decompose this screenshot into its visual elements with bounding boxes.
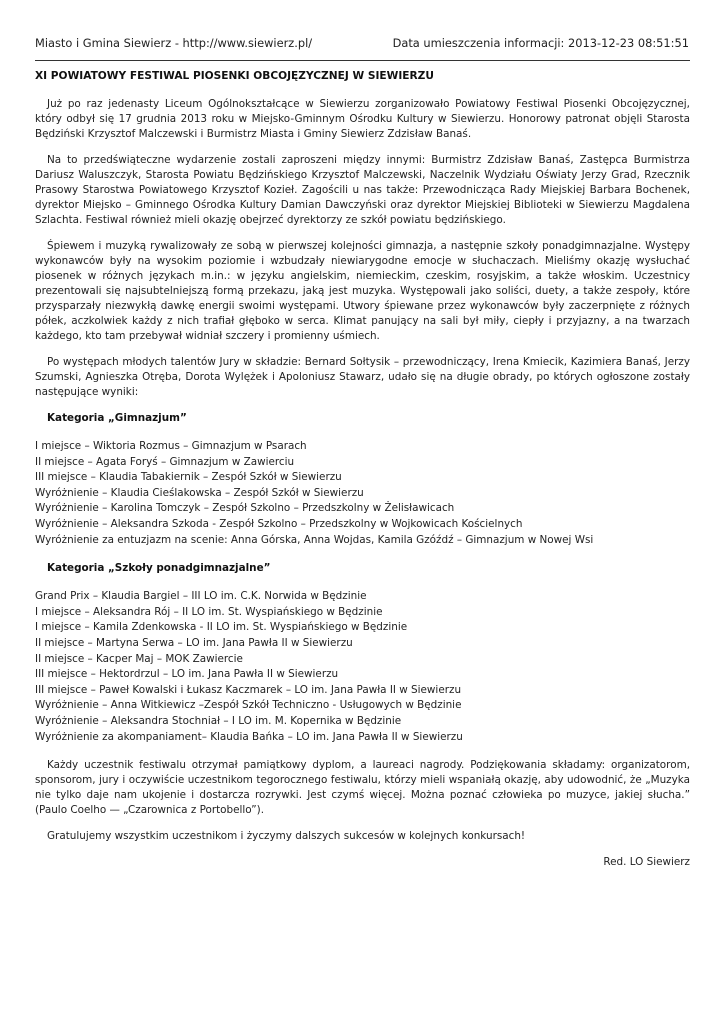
header-divider [35,60,690,61]
paragraph-thanks: Każdy uczestnik festiwalu otrzymał pamiątkowy dyplom, a laureaci nagrody. Podziękowania składamy: organizatorom, sponsorom, jury i oczywiście uczestnikom tegorocznego festiwalu, którzy mieli wspaniałą okazję, aby udowodnić, że „Muzyka nie tylko daje nam ukojenie i dostarcza rozrywki. Jest czymś więcej. Można poznać człowieka po muzyce, jakiej słucha.” (Paulo Coelho — „Czarownica z Portobello”). [35,759,690,817]
result-item: II miejsce – Agata Foryś – Gimnazjum w Zawierciu [35,455,295,468]
paragraph-jury: Po występach młodych talentów Jury w składzie: Bernard Sołtysik – przewodniczący, Irena Kmiecik, Kazimiera Banaś, Jerzy Szumski, Agnieszka Otręba, Dorota Wylężek i Apoloniusz Stawarz, udało się na długie obrady, po których ogłoszone zostały następujące wyniki: [35,356,690,398]
result-item: Wyróżnienie – Karolina Tomczyk – Zespół Szkolno – Przedszkolny w Żelisławicach [35,502,455,515]
result-item: II miejsce – Kacper Maj – MOK Zawiercie [35,652,243,665]
result-item: Wyróżnienie – Klaudia Cieślakowska – Zespół Szkół w Siewierzu [35,486,364,499]
results-list-gimnazjum [35,439,690,548]
result-item: III miejsce – Hektordrzul – LO im. Jana Pawła II w Siewierzu [35,668,339,681]
result-item: Wyróżnienie – Aleksandra Szkoda - Zespół Szkolno – Przedszkolny w Wojkowicach Kościelnych [35,517,523,530]
result-item: Wyróżnienie za entuzjazm na scenie: Anna Górska, Anna Wojdas, Kamila Gzóźdź – Gimnazjum w Nowej Wsi [35,533,594,546]
paragraph-congratulations: Gratulujemy wszystkim uczestnikom i życzymy dalszych sukcesów w kolejnych konkursach! [47,830,526,843]
paragraph-intro: Już po raz jedenasty Liceum Ogólnokształcące w Siewierzu zorganizowało Powiatowy Festiwal Piosenki Obcojęzycznej, który odbył się 17 grudnia 2013 roku w Miejsko-Gminnym Ośrodku Kultury w Siewierzu. Honorowy patronat objęli Starosta Będziński Krzysztof Malczewski i Burmistrz Miasta i Gminy Siewierz Zdzisław Banaś. [35,98,690,140]
publication-date: Data umieszczenia informacji: 2013-12-23 08:51:51 [392,36,689,50]
result-item: I miejsce – Wiktoria Rozmus – Gimnazjum w Psarach [35,440,307,452]
site-header: Miasto i Gmina Siewierz - http://www.siewierz.pl/ [35,36,313,50]
paragraph-performances: Śpiewem i muzyką rywalizowały ze sobą w pierwszej kolejności gimnazja, a następnie szkoły ponadgimnazjalne. Występy wykonawców były na wysokim poziomie i wzbudzały niewiarygodne emocje w słuchaczach. Mieliśmy okazję wysłuchać piosenek w różnych językach m.in.: w języku angielskim, niemieckim, czeskim, rosyjskim, a także włoskim. Uczestnicy prezentowali się najsubtelniejszą formą przekazu, jaką jest muzyka. Występowali jako soliści, duety, a także zespoły, które przysparzały niezwykłą dawkę energii swoimi występami. Utwory śpiewane przez wykonawców były zaczerpnięte z różnych półek, aczkolwiek każdy z nich trafiał głęboko w serca. Klimat panujący na sali był miły, ciepły i przyjazny, a na twarzach każdego, kto tam przebywał widniał szczery i promienny uśmiech. [35,240,690,342]
result-item: I miejsce – Aleksandra Rój – II LO im. St. Wyspiańskiego w Będzinie [35,605,383,618]
result-item: Wyróżnienie – Aleksandra Stochniał – I LO im. M. Kopernika w Będzinie [35,714,402,727]
result-item: II miejsce – Martyna Serwa – LO im. Jana Pawła II w Siewierzu [35,636,353,649]
article-body [35,69,690,870]
signature: Red. LO Siewierz [603,856,690,869]
result-item: Wyróżnienie za akompaniament– Klaudia Bańka – LO im. Jana Pawła II w Siewierzu [35,730,463,743]
results-list-ponadgimnazjalne [35,589,690,745]
result-item: Wyróżnienie – Anna Witkiewicz –Zespół Szkół Techniczno - Usługowych w Będzinie [35,699,462,712]
paragraph-guests: Na to przedświąteczne wydarzenie zostali zaproszeni między innymi: Burmistrz Zdzisław Banaś, Zastępca Burmistrza Dariusz Waluszczyk, Starosta Powiatu Będzińskiego Krzysztof Malczewski, Naczelnik Wydziału Oświaty Jerzy Grad, Rzecznik Prasowy Starostwa Powiatowego Krzysztof Kozieł. Zagościli u nas także: Przewodnicząca Rady Miejskiej Barbara Bochenek, dyrektor Miejsko – Gminnego Ośrodka Kultury Damian Dawczyński oraz dyrektor Miejskiej Biblioteki w Siewierzu Magdalena Szlachta. Festiwal również mieli okazję obejrzeć dyrektorzy ze szkół powiatu będzińskiego. [35,154,690,226]
category-heading-gimnazjum: Kategoria „Gimnazjum” [47,412,187,424]
article-title: XI POWIATOWY FESTIWAL PIOSENKI OBCOJĘZYCZNEJ W SIEWIERZU [35,70,434,82]
category-heading-ponadgimnazjalne: Kategoria „Szkoły ponadgimnazjalne” [47,562,271,575]
result-item: Grand Prix – Klaudia Bargiel – III LO im. C.K. Norwida w Będzinie [35,590,367,603]
result-item: III miejsce – Paweł Kowalski i Łukasz Kaczmarek – LO im. Jana Pawła II w Siewierzu [35,683,462,696]
result-item: III miejsce – Klaudia Tabakiernik – Zespół Szkół w Siewierzu [35,471,342,484]
result-item: I miejsce – Kamila Zdenkowska - II LO im. St. Wyspiańskiego w Będzinie [35,621,408,634]
